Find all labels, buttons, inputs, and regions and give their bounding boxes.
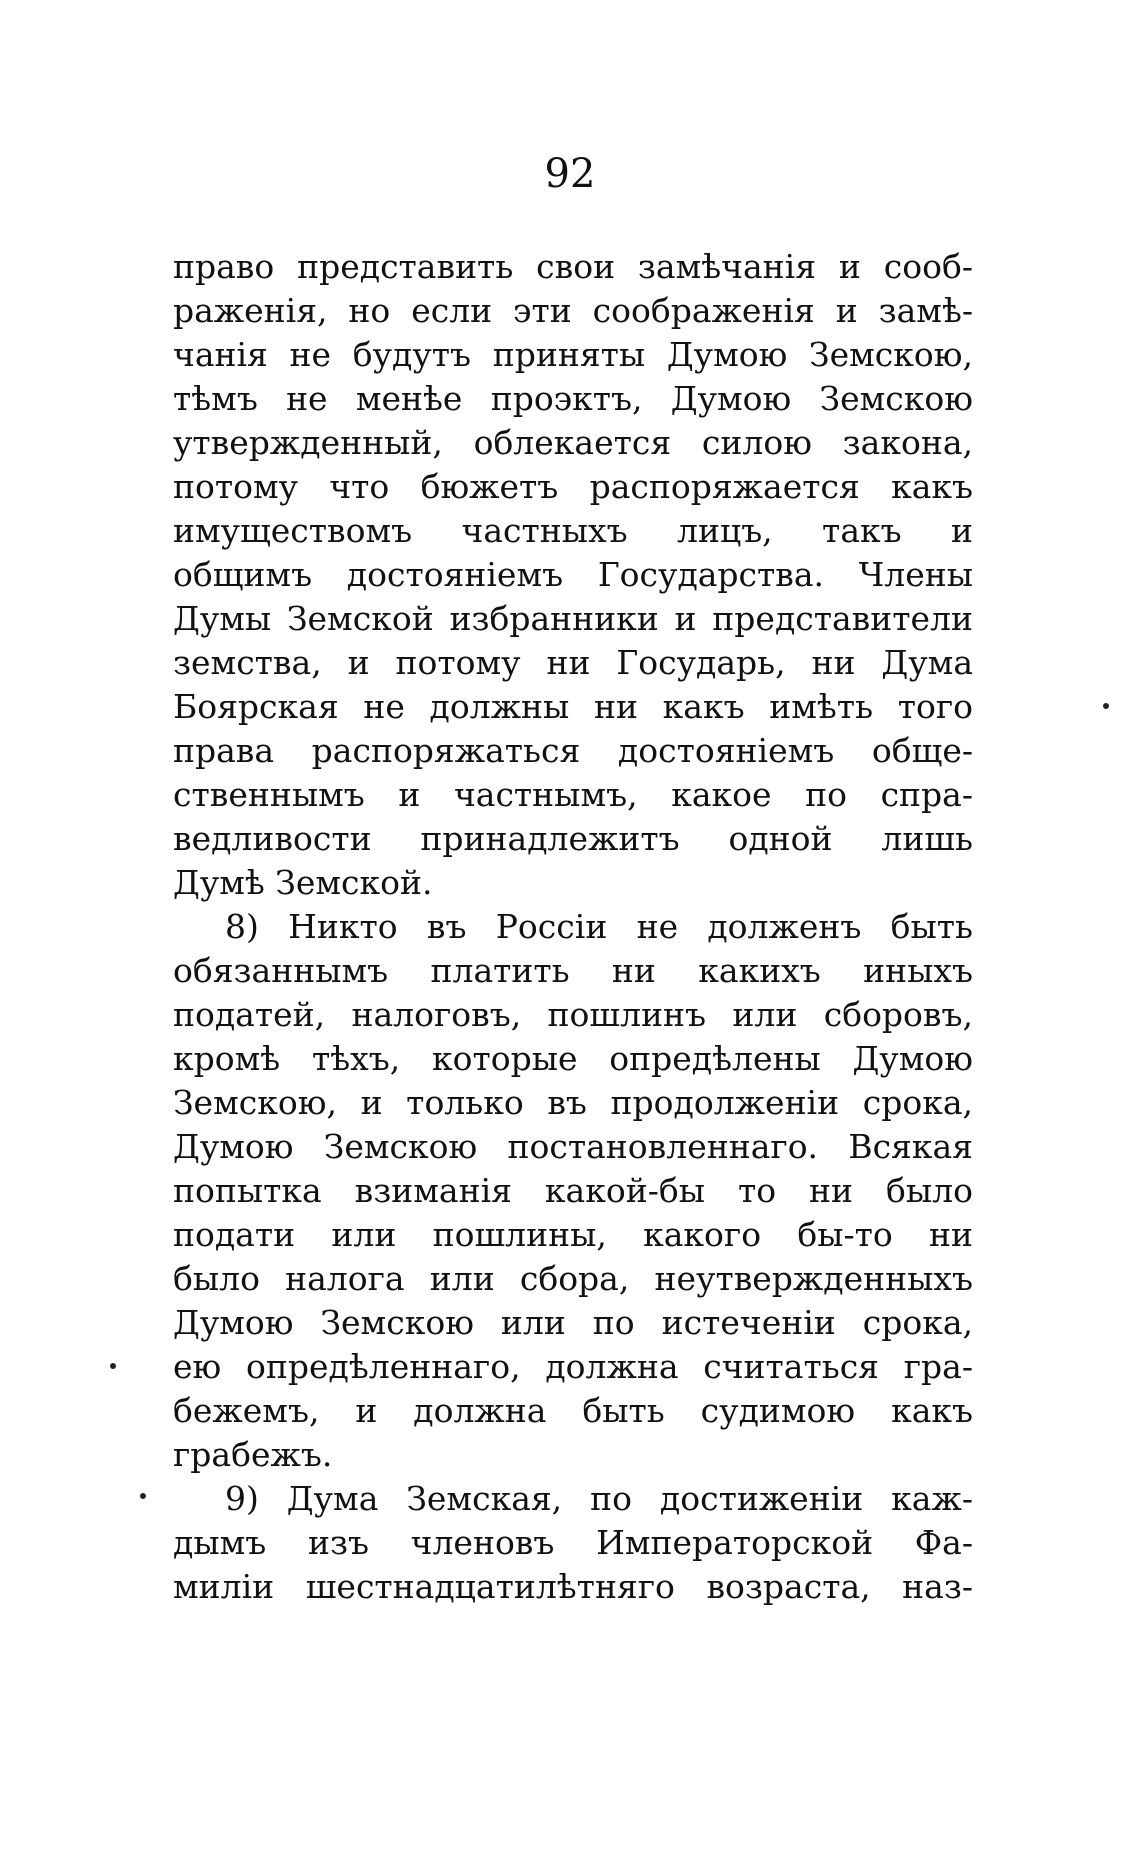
text-line: кромѣ тѣхъ, которые опредѣлены Думою	[173, 1039, 973, 1078]
text-line: Думѣ Земской.	[173, 863, 433, 902]
text-line: ею опредѣленнаго, должна считаться гра-	[173, 1347, 973, 1386]
text-line: 8) Никто въ Россіи не долженъ быть	[225, 907, 973, 946]
text-line: права распоряжаться достояніемъ обще-	[173, 731, 973, 770]
text-line: обязаннымъ платить ни какихъ иныхъ	[173, 951, 973, 990]
text-line: грабежъ.	[173, 1435, 333, 1474]
text-line: потому что бюжетъ распоряжается какъ	[173, 467, 973, 506]
text-line: имуществомъ частныхъ лицъ, такъ и	[173, 511, 973, 550]
text-line: Думы Земской избранники и представители	[173, 599, 973, 638]
text-line: чанія не будутъ приняты Думою Земскою,	[173, 335, 973, 374]
text-line: миліи шестнадцатилѣтняго возраста, наз-	[173, 1567, 973, 1606]
text-line: подати или пошлины, какого бы-то ни	[173, 1215, 973, 1254]
text-line: Думою Земскою или по истеченіи срока,	[173, 1303, 973, 1342]
text-line: дымъ изъ членовъ Императорской Фа-	[173, 1523, 973, 1562]
margin-mark	[140, 1493, 146, 1499]
text-line: раженія, но если эти соображенія и замѣ-	[173, 291, 973, 330]
text-line: право представить свои замѣчанія и сооб-	[173, 247, 973, 286]
text-line: попытка взиманія какой-бы то ни было	[173, 1171, 973, 1210]
margin-mark	[110, 1363, 116, 1369]
margin-mark	[1103, 703, 1109, 709]
text-line: ственнымъ и частнымъ, какое по спра-	[173, 775, 973, 814]
text-line: ведливости принадлежитъ одной лишь	[173, 819, 973, 858]
text-line: Думою Земскою постановленнаго. Всякая	[173, 1127, 973, 1166]
text-line: утвержденный, облекается силою закона,	[173, 423, 973, 462]
text-line: Боярская не должны ни какъ имѣть того	[173, 687, 973, 726]
text-line: бежемъ, и должна быть судимою какъ	[173, 1391, 973, 1430]
text-line: земства, и потому ни Государь, ни Дума	[173, 643, 973, 682]
text-line: общимъ достояніемъ Государства. Члены	[173, 555, 973, 594]
text-line: податей, налоговъ, пошлинъ или сборовъ,	[173, 995, 973, 1034]
page-number: 92	[544, 151, 596, 197]
text-line: было налога или сбора, неутвержденныхъ	[173, 1259, 973, 1298]
text-line: 9) Дума Земская, по достиженіи каж-	[225, 1479, 973, 1518]
text-line: Земскою, и только въ продолженіи срока,	[173, 1083, 973, 1122]
body-text	[173, 245, 973, 1609]
text-line: тѣмъ не менѣе проэктъ, Думою Земскою	[173, 379, 973, 418]
